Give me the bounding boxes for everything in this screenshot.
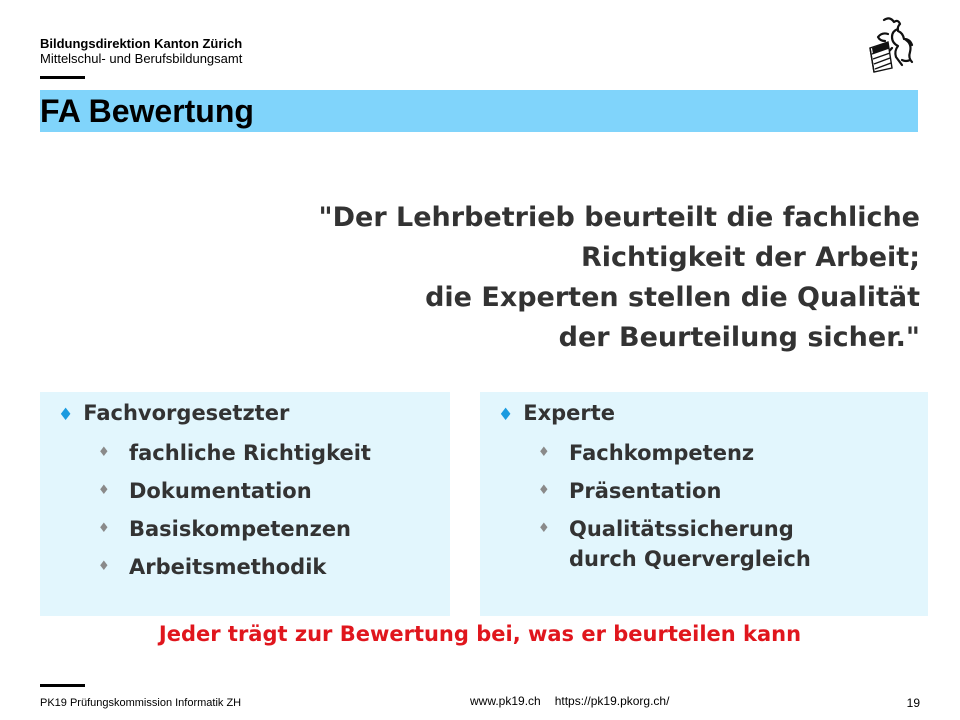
expert-box <box>480 392 928 616</box>
expert-heading <box>498 400 615 428</box>
supervisor-list <box>98 438 371 590</box>
footer-rule <box>40 684 85 687</box>
tagline: Jeder trägt zur Bewertung bei, was er beurteilen kann <box>158 622 802 646</box>
list-item: ♦ Qualitätssicherung durch Quervergleich <box>538 514 811 574</box>
quote-line: Richtigkeit der Arbeit; <box>580 242 920 273</box>
org-name: Bildungsdirektion Kanton Zürich <box>40 36 243 51</box>
diamond-bullet-icon: ♦ <box>98 483 110 498</box>
footer-org: PK19 Prüfungskommission Informatik ZH <box>40 697 242 709</box>
zurich-lion-coat-of-arms-icon <box>862 14 920 74</box>
diamond-bullet-icon: ♦ <box>498 405 514 425</box>
supervisor-box <box>40 392 450 616</box>
quote-line: "Der Lehrbetrieb beurteilt die fachliche <box>318 202 920 233</box>
diamond-bullet-icon: ♦ <box>58 405 74 425</box>
footer-links <box>470 694 683 708</box>
diamond-bullet-icon: ♦ <box>538 445 550 460</box>
org-header <box>40 36 242 66</box>
list-item: ♦ fachliche Richtigkeit <box>98 438 371 468</box>
title-bar <box>40 90 918 132</box>
expert-heading-text: Experte <box>523 401 616 425</box>
list-item: ♦ Präsentation <box>538 476 811 506</box>
list-item: ♦ Basiskompetenzen <box>98 514 371 544</box>
header-rule <box>40 76 85 79</box>
quote-line: der Beurteilung sicher." <box>558 322 920 353</box>
diamond-bullet-icon: ♦ <box>98 559 110 574</box>
supervisor-heading-text: Fachvorgesetzter <box>83 401 290 425</box>
expert-list <box>538 438 811 582</box>
list-item: ♦ Arbeitsmethodik <box>98 552 371 582</box>
diamond-bullet-icon: ♦ <box>538 483 550 498</box>
org-subtitle: Mittelschul- und Berufsbildungsamt <box>40 51 243 66</box>
supervisor-heading <box>58 400 289 428</box>
footer-link-pkorg[interactable]: https://pk19.pkorg.ch/ <box>554 694 670 708</box>
diamond-bullet-icon: ♦ <box>98 521 110 536</box>
list-item: ♦ Dokumentation <box>98 476 371 506</box>
quote-line: die Experten stellen die Qualität <box>425 282 920 313</box>
slide-title: FA Bewertung <box>40 93 254 129</box>
footer-link-pk19[interactable]: www.pk19.ch <box>470 694 541 708</box>
list-item: ♦ Fachkompetenz <box>538 438 811 468</box>
page-number: 19 <box>906 696 920 710</box>
diamond-bullet-icon: ♦ <box>538 521 550 536</box>
quote <box>160 198 920 358</box>
diamond-bullet-icon: ♦ <box>98 445 110 460</box>
